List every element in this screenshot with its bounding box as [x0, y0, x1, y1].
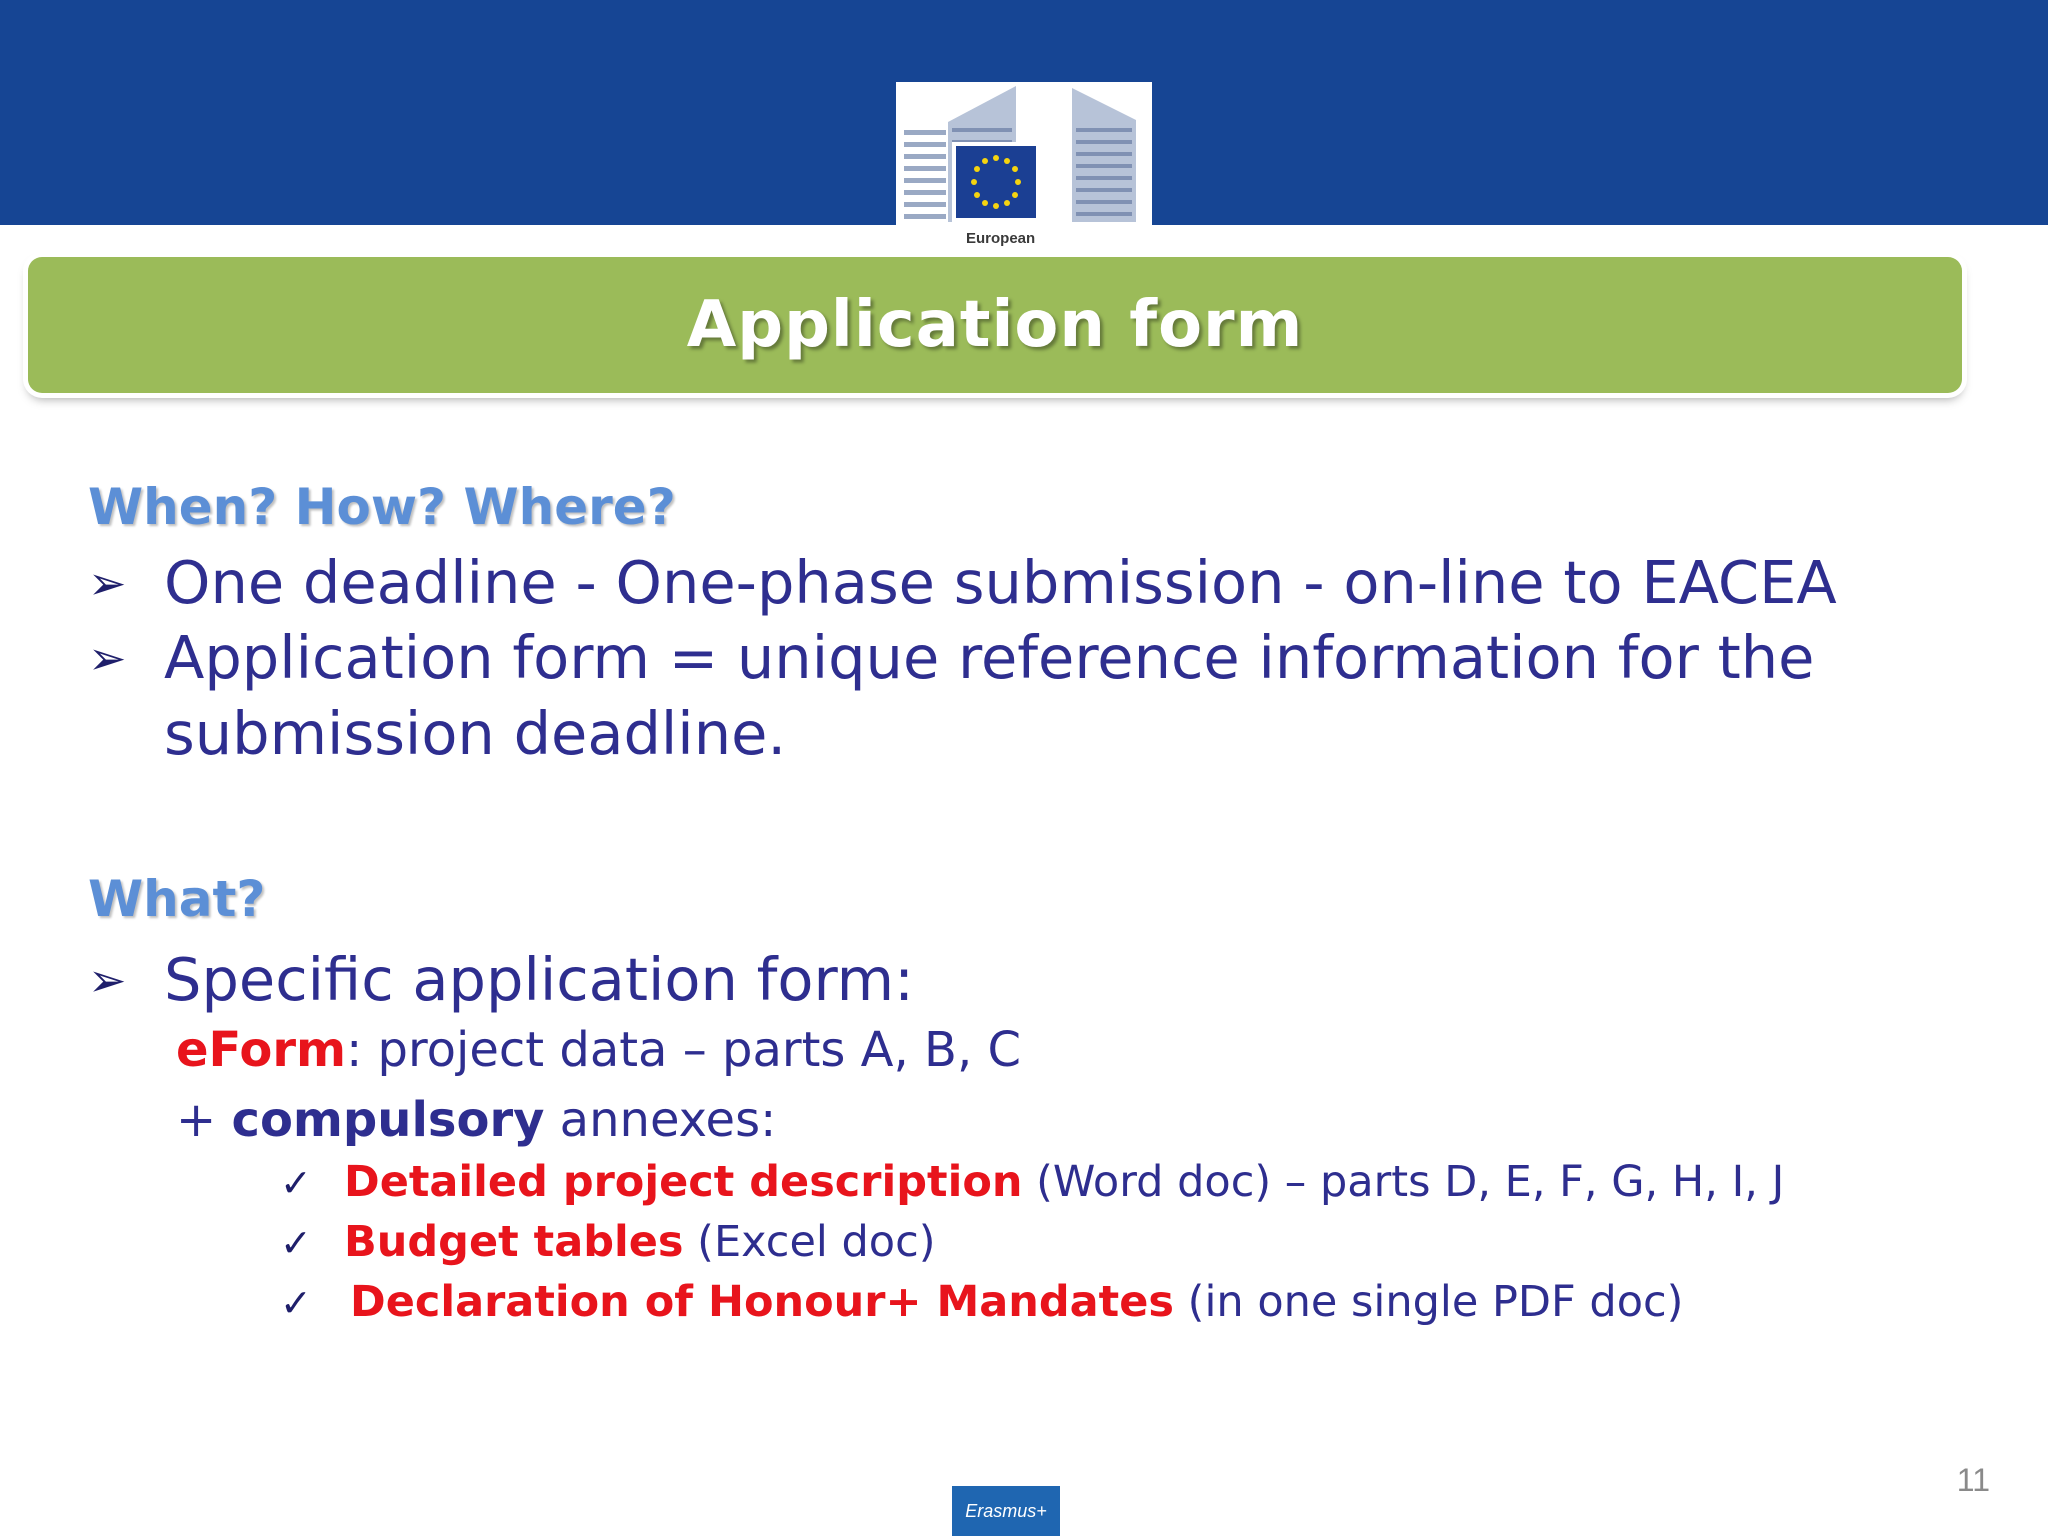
- erasmus-logo-text: Erasmus+: [965, 1500, 1047, 1521]
- logo-caption: European: [966, 230, 1036, 247]
- bullet-item: [88, 942, 2018, 1018]
- section-heading-what: What?: [88, 870, 266, 928]
- plus-sign: +: [176, 1092, 232, 1148]
- bullet-item: [88, 620, 1988, 772]
- arrow-bullet-icon: ➢: [88, 953, 127, 1007]
- annex-item: [280, 1157, 1784, 1207]
- eform-line: [176, 1022, 1021, 1078]
- annex-description: (in one single PDF doc): [1174, 1277, 1684, 1327]
- page-number: 11: [1956, 1462, 1990, 1498]
- annex-item: [280, 1217, 936, 1267]
- slide-title: Application form: [686, 288, 1304, 362]
- bullet-text: Specific application form:: [164, 945, 915, 1014]
- section-heading-when: When? How? Where?: [88, 478, 676, 536]
- annex-item: [280, 1277, 1683, 1327]
- checkmark-icon: ✓: [280, 1161, 312, 1205]
- compulsory-label: compulsory: [231, 1092, 545, 1148]
- berlaymont-building-icon: [896, 82, 1152, 232]
- bullet-text: One deadline - One-phase submission - on-line to EACEA: [164, 548, 1837, 617]
- bullet-text: Application form = unique reference information for the submission deadline.: [164, 623, 1815, 768]
- annex-description: (Word doc) – parts D, E, F, G, H, I, J: [1022, 1157, 1785, 1207]
- erasmus-plus-logo: [952, 1486, 1060, 1536]
- european-commission-logo: [896, 82, 1152, 250]
- compulsory-line: [176, 1092, 776, 1148]
- annex-label: Budget tables: [344, 1217, 684, 1267]
- arrow-bullet-icon: ➢: [88, 556, 127, 610]
- eform-description: : project data – parts A, B, C: [346, 1022, 1021, 1078]
- eform-label: eForm: [176, 1022, 347, 1078]
- title-bar: [28, 257, 1962, 393]
- annex-label: Detailed project description: [344, 1157, 1023, 1207]
- checkmark-icon: ✓: [280, 1221, 312, 1265]
- annex-label: Declaration of Honour+ Mandates: [350, 1277, 1174, 1327]
- compulsory-description: annexes:: [544, 1092, 777, 1148]
- bullet-item: [88, 545, 2018, 621]
- checkmark-icon: ✓: [280, 1281, 312, 1325]
- arrow-bullet-icon: ➢: [88, 631, 127, 685]
- annex-description: (Excel doc): [683, 1217, 936, 1267]
